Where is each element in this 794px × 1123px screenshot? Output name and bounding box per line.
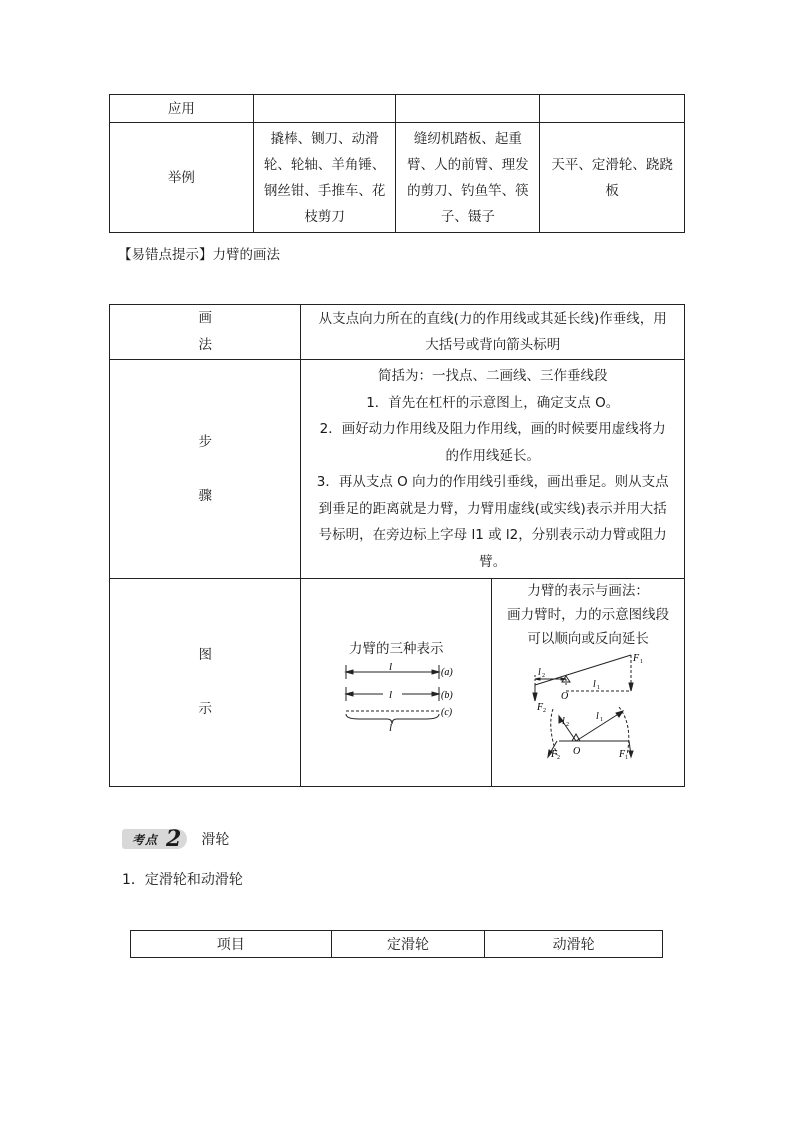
table-header-row (131, 931, 663, 958)
mark-a: (a) (441, 666, 453, 678)
F2-label-b: F (551, 749, 558, 760)
subscript: 2 (557, 755, 561, 761)
step-line: 2．画好动力作用线及阻力作用线，画的时候要用虚线将力 (319, 421, 666, 437)
kaodian-heading (122, 826, 230, 852)
table-row (110, 95, 685, 123)
label-char: 步 (198, 433, 212, 450)
arm-label-a: l (389, 660, 393, 673)
row-label-diagram (110, 579, 301, 787)
lever-arm-representations-figure (331, 661, 461, 731)
arm-label-b: l (389, 688, 393, 701)
header-movable-pulley: 动滑轮 (485, 931, 663, 958)
kaodian-title: 滑轮 (201, 832, 230, 848)
row-label-method (110, 305, 301, 360)
drawing-method-cell (492, 579, 685, 787)
l2-label-b: l (562, 716, 565, 727)
step-line: 1．首先在杠杆的示意图上，确定支点 O。 (366, 394, 620, 411)
cell-line: 大括号或背向箭头标明 (425, 337, 561, 353)
table-cell (253, 95, 396, 123)
F1-label: F (633, 653, 640, 664)
lever-application-table (109, 94, 685, 233)
header-item: 项目 (131, 931, 332, 958)
step-line: 号标明，在旁边标上字母 l1 或 l2，分别表示动力臂或阻力 (318, 527, 667, 543)
step-line: 到垂足的距离就是力臂，力臂用虚线(或实线)表示并用大括 (318, 500, 667, 517)
mark-b: (b) (441, 689, 453, 701)
mark-c: (c) (441, 706, 453, 718)
step-line: 3．再从支点 O 向力的作用线引垂线，画出垂足。则从支点 (316, 474, 669, 490)
kaodian-number: 2 (166, 826, 182, 852)
row-label-steps (110, 360, 301, 579)
table-row (110, 305, 685, 360)
examples-labor-saving (253, 123, 396, 233)
cell-line: 枝剪刀 (304, 208, 345, 225)
cell-line: 轮、轮轴、羊角锤、 (263, 156, 386, 173)
table-cell (540, 95, 685, 123)
section-heading: 1．定滑轮和动滑轮 (122, 872, 243, 888)
examples-distance-saving (396, 123, 540, 233)
O-label-b: O (573, 746, 581, 757)
label-char: 法 (198, 337, 212, 353)
row-label-application: 应用 (110, 95, 254, 123)
subscript: 2 (543, 708, 547, 714)
cell-line: 天平、定滑轮、跷跷 (551, 156, 673, 173)
arm-label-c: l (389, 721, 393, 731)
row-label-examples: 举例 (110, 123, 254, 233)
steps-text (301, 360, 685, 579)
subscript: 2 (542, 673, 546, 679)
step-line: 臂。 (479, 553, 507, 570)
subscript: 1 (600, 717, 604, 723)
table-row (110, 360, 685, 579)
cell-line: 撬棒、铡刀、动滑 (270, 130, 379, 147)
label-char: 图 (198, 647, 212, 663)
cell-line: 子、镊子 (440, 208, 495, 225)
step-line: 的作用线延长。 (445, 447, 540, 464)
F1-label-b: F (619, 749, 626, 760)
step-line: 简括为：一找点、二画线、三作垂线段 (377, 368, 608, 384)
pulley-table (130, 930, 663, 958)
F2-label: F (537, 702, 544, 713)
label-char: 示 (198, 701, 212, 717)
cell-line: 从支点向力所在的直线(力的作用线或其延长线)作垂线，用 (318, 310, 667, 327)
subscript: 1 (625, 755, 629, 761)
l2-label: l (538, 667, 541, 678)
method-text (301, 305, 685, 360)
three-representations-title: 力臂的三种表示 (349, 640, 444, 657)
three-representations-cell (301, 579, 492, 787)
subtitle-line: 画力臂时，力的示意图线段 (507, 607, 670, 623)
label-char: 骤 (198, 487, 212, 504)
kaodian-badge (122, 826, 187, 852)
table-row (110, 579, 685, 787)
header-fixed-pulley: 定滑轮 (331, 931, 485, 958)
subscript: 2 (566, 722, 570, 728)
cell-line: 的剪刀、钓鱼竿、筷 (407, 182, 529, 199)
table-row (110, 123, 685, 233)
table-cell (396, 95, 540, 123)
examples-equal-arm (540, 123, 685, 233)
label-char: 画 (198, 310, 212, 326)
cell-line: 钢丝钳、手推车、花 (263, 182, 386, 199)
l1-label-b: l (596, 711, 599, 722)
kaodian-word: 考点 (132, 832, 159, 847)
subscript: 1 (640, 659, 644, 665)
cell-line: 臂、人的前臂、理发 (407, 156, 529, 173)
O-label: O (561, 691, 569, 702)
subtitle-line: 可以顺向或反向延长 (527, 631, 649, 647)
l1-label: l (593, 679, 596, 690)
lever-drawing-figure (523, 651, 653, 776)
subscript: 1 (597, 685, 601, 691)
tip-heading: 【易错点提示】力臂的画法 (118, 247, 280, 263)
subtitle-line: 力臂的表示与画法： (527, 583, 649, 599)
cell-line: 缝纫机踏板、起重 (413, 130, 522, 147)
cell-line: 板 (605, 182, 619, 199)
lever-arm-method-table (109, 304, 685, 787)
